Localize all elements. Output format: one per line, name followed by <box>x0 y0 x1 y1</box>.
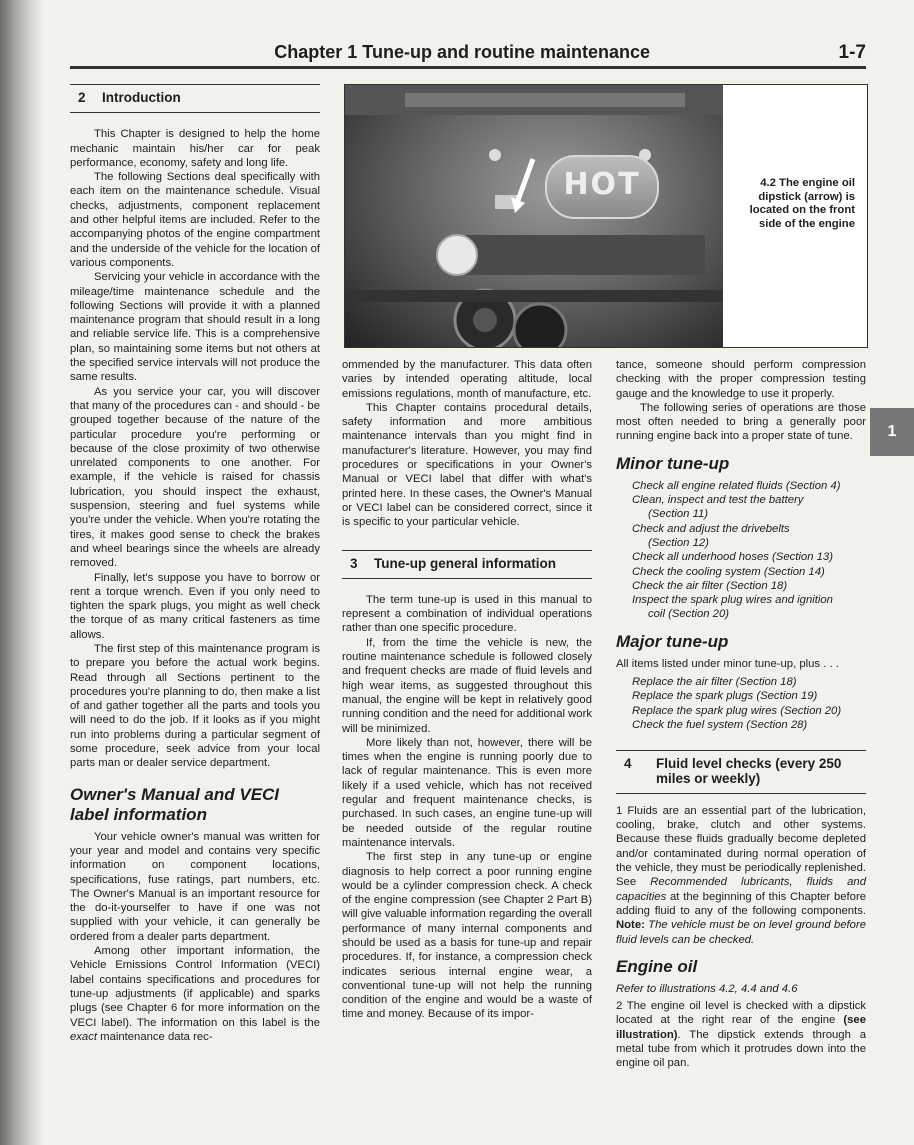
engine-illustration <box>345 85 723 347</box>
engine-photo <box>345 85 723 347</box>
list-item: (Section 12) <box>648 536 709 549</box>
section-title: Introduction <box>102 90 181 105</box>
list-item: Check all engine related fluids (Section 4) <box>632 479 841 492</box>
section-number: 3 <box>350 555 358 571</box>
header-rule <box>70 66 866 69</box>
paragraph: If, from the time the vehicle is new, the routine maintenance schedule is followed closely and frequent checks are made of fluid levels and high wear items, as suggested throughout this manual, the engine will be kept in relatively good running condition and the need for additional work will be minimized. <box>342 636 592 735</box>
section-title: Fluid level checks (every 250 miles or weekly) <box>656 756 842 786</box>
hot-badge: HOT <box>545 155 659 219</box>
paragraph: 2 The engine oil level is checked with a dipstick located at the right rear of the engine (see illustration). The dipstick extends through a metal tube from which it protrudes down into the engine oil pan. <box>616 1000 866 1070</box>
paragraph: The first step of this maintenance program is to prepare you before the actual work begins. Read through all Sections pertinent to the procedures you're planning to do, then make a list of and gather together all the parts and tools you will need to do the job. If it looks as if you might run into problems during a particular segment of some procedure, seek advice from your local parts man or dealer service department. <box>70 642 320 770</box>
paragraph: The term tune-up is used in this manual to represent a combination of individual operations rather than one specific procedure. <box>342 593 592 635</box>
figure-4-2 <box>344 84 868 348</box>
paragraph: Your vehicle owner's manual was written for your year and model and contains very specific information on component locations, specifications, fuse ratings, part numbers, etc. The Owner's Manual is an important resource for the do-it-yourselfer to have if one was not supplied with your vehicle, it can generally be ordered from a dealer parts department. <box>70 830 320 943</box>
list-item: Inspect the spark plug wires and ignition <box>632 594 833 607</box>
minor-tuneup-heading: Minor tune-up <box>616 453 730 473</box>
section-number: 4 <box>624 756 632 772</box>
list-item: Check the cooling system (Section 14) <box>632 565 825 578</box>
chapter-tab: 1 <box>870 408 914 456</box>
section-3-heading <box>342 550 592 579</box>
major-tuneup-heading: Major tune-up <box>616 631 729 651</box>
list-item: coil (Section 20) <box>648 608 729 621</box>
paragraph: This Chapter contains procedural details, safety information and more ambitious maintenance intervals than you might find in manufacturer's literature. However, you may find procedures or specifications in your Owner's Manual or VECI label that differ with what's printed here. In these cases, the Owner's Manual or VECI label can be considered correct, since it is specific to your particular vehicle. <box>342 401 592 529</box>
chapter-title: Chapter 1 Tune-up and routine maintenance <box>274 42 650 62</box>
paragraph: More likely than not, however, there will be times when the engine is running poorly due to lack of regular maintenance. This is even more likely if a used vehicle, which has not received regular and frequent maintenance checks, is purchased. In such cases, an engine tune-up will be needed outside of the regular routine maintenance intervals. <box>342 736 592 849</box>
paragraph: All items listed under minor tune-up, plus . . . <box>616 657 839 670</box>
owners-manual-heading: Owner's Manual and VECI label information <box>70 784 280 824</box>
list-item: Check all underhood hoses (Section 13) <box>632 551 833 564</box>
paragraph: Finally, let's suppose you have to borrow or rent a torque wrench. Even if you only need to tighten the spark plugs, you might as well check the torque of as many critical fasteners as time allows. <box>70 571 320 641</box>
section-number: 2 <box>78 90 86 105</box>
paragraph: The following Sections deal specifically with each item on the maintenance schedule. Visual checks, adjustments, component replacement and other helpful items are included. Refer to the accompanying photos of the engine compartment and the underside of the vehicle for the location of various components. <box>70 171 320 269</box>
engine-oil-heading: Engine oil <box>616 956 698 976</box>
section-4-heading <box>616 750 866 794</box>
list-item: Check the fuel system (Section 28) <box>632 718 808 731</box>
paragraph: 1 Fluids are an essential part of the lubrication, cooling, brake, clutch and other systems. Because these fluids gradually become depleted and/or contaminated during normal operation of the vehicle, they must be periodically replenished. See Recommended lubricants, fluids and capacities at the beginning of this Chapter before adding fluid to any of the following components. Note: The vehicle must be on level ground before fluid levels can be checked. <box>616 804 866 946</box>
right-column <box>616 358 866 1071</box>
figure-caption: 4.2 The engine oil dipstick (arrow) is located on the front side of the engine <box>749 177 855 230</box>
arrow-icon <box>511 155 537 215</box>
list-item: Replace the spark plug wires (Section 20) <box>632 704 842 717</box>
paragraph: This Chapter is designed to help the home mechanic maintain his/her car for peak performance, economy, safety and long life. <box>70 128 320 169</box>
list-item: Replace the spark plugs (Section 19) <box>632 690 818 703</box>
paragraph: As you service your car, you will discover that many of the procedures can - and should - be grouped together because of the nature of the particular procedure you're performing or because of the close proximity of two otherwise unrelated components to one another. For example, if the vehicle is raised for chassis lubrication, you should inspect the exhaust, suspension, steering and fuel systems while you're under the vehicle. When you're rotating the tires, it makes good sense to check the brakes and wheel bearings since the wheels are already removed. <box>70 385 320 570</box>
section-title: Tune-up general information <box>374 555 556 571</box>
left-column <box>70 84 320 1044</box>
list-item: Clean, inspect and test the battery <box>632 494 804 507</box>
illustration-reference: Refer to illustrations 4.2, 4.4 and 4.6 <box>616 982 798 995</box>
paragraph: Servicing your vehicle in accordance with the mileage/time maintenance schedule and the following Sections will provide it with a planned maintenance program that should result in a long and reliable service life. This is a comprehensive plan, so maintaining some items but not others at the specified service intervals will not produce the same results. <box>70 271 320 384</box>
list-item: Replace the air filter (Section 18) <box>632 676 797 689</box>
major-tuneup-list <box>632 675 866 732</box>
list-item: (Section 11) <box>648 508 709 521</box>
paragraph: tance, someone should perform compression checking with the proper compression testing gauge and the knowledge to use it properly. <box>616 359 866 400</box>
book-spine-shadow <box>0 0 44 1145</box>
paragraph: Among other important information, the Vehicle Emissions Control Information (VECI) label contains specifications and procedures for tune-up adjustments (if applicable) and sparks plugs (see Chapter 6 for more information on the VECI label). The information on this label is the exact maintenance data rec- <box>70 945 320 1043</box>
paragraph: The following series of operations are those most often needed to bring a generally poor running engine back into a proper state of tune. <box>616 401 866 443</box>
minor-tuneup-list <box>632 479 866 622</box>
paragraph: ommended by the manufacturer. This data often varies by intended operating altitude, local emissions regulations, month of manufacture, etc. <box>342 359 592 400</box>
list-item: Check the air filter (Section 18) <box>632 579 788 592</box>
section-2-heading <box>70 84 320 113</box>
paragraph: The first step in any tune-up or engine diagnosis to help correct a poor running engine would be a cylinder compression check. A check of the engine compression (see Chapter 2 Part B) will give valuable information regarding the overall performance of many internal components and should be used as a basis for tune-up and repair procedures. If, for instance, a compression check indicates serious internal engine wear, a conventional tune-up will not help the running condition of the engine and would be a waste of time and money. Because of its impor- <box>342 851 592 1021</box>
middle-column <box>342 358 592 1022</box>
list-item: Check and adjust the drivebelts <box>632 522 790 535</box>
page-number: 1-7 <box>838 42 866 63</box>
